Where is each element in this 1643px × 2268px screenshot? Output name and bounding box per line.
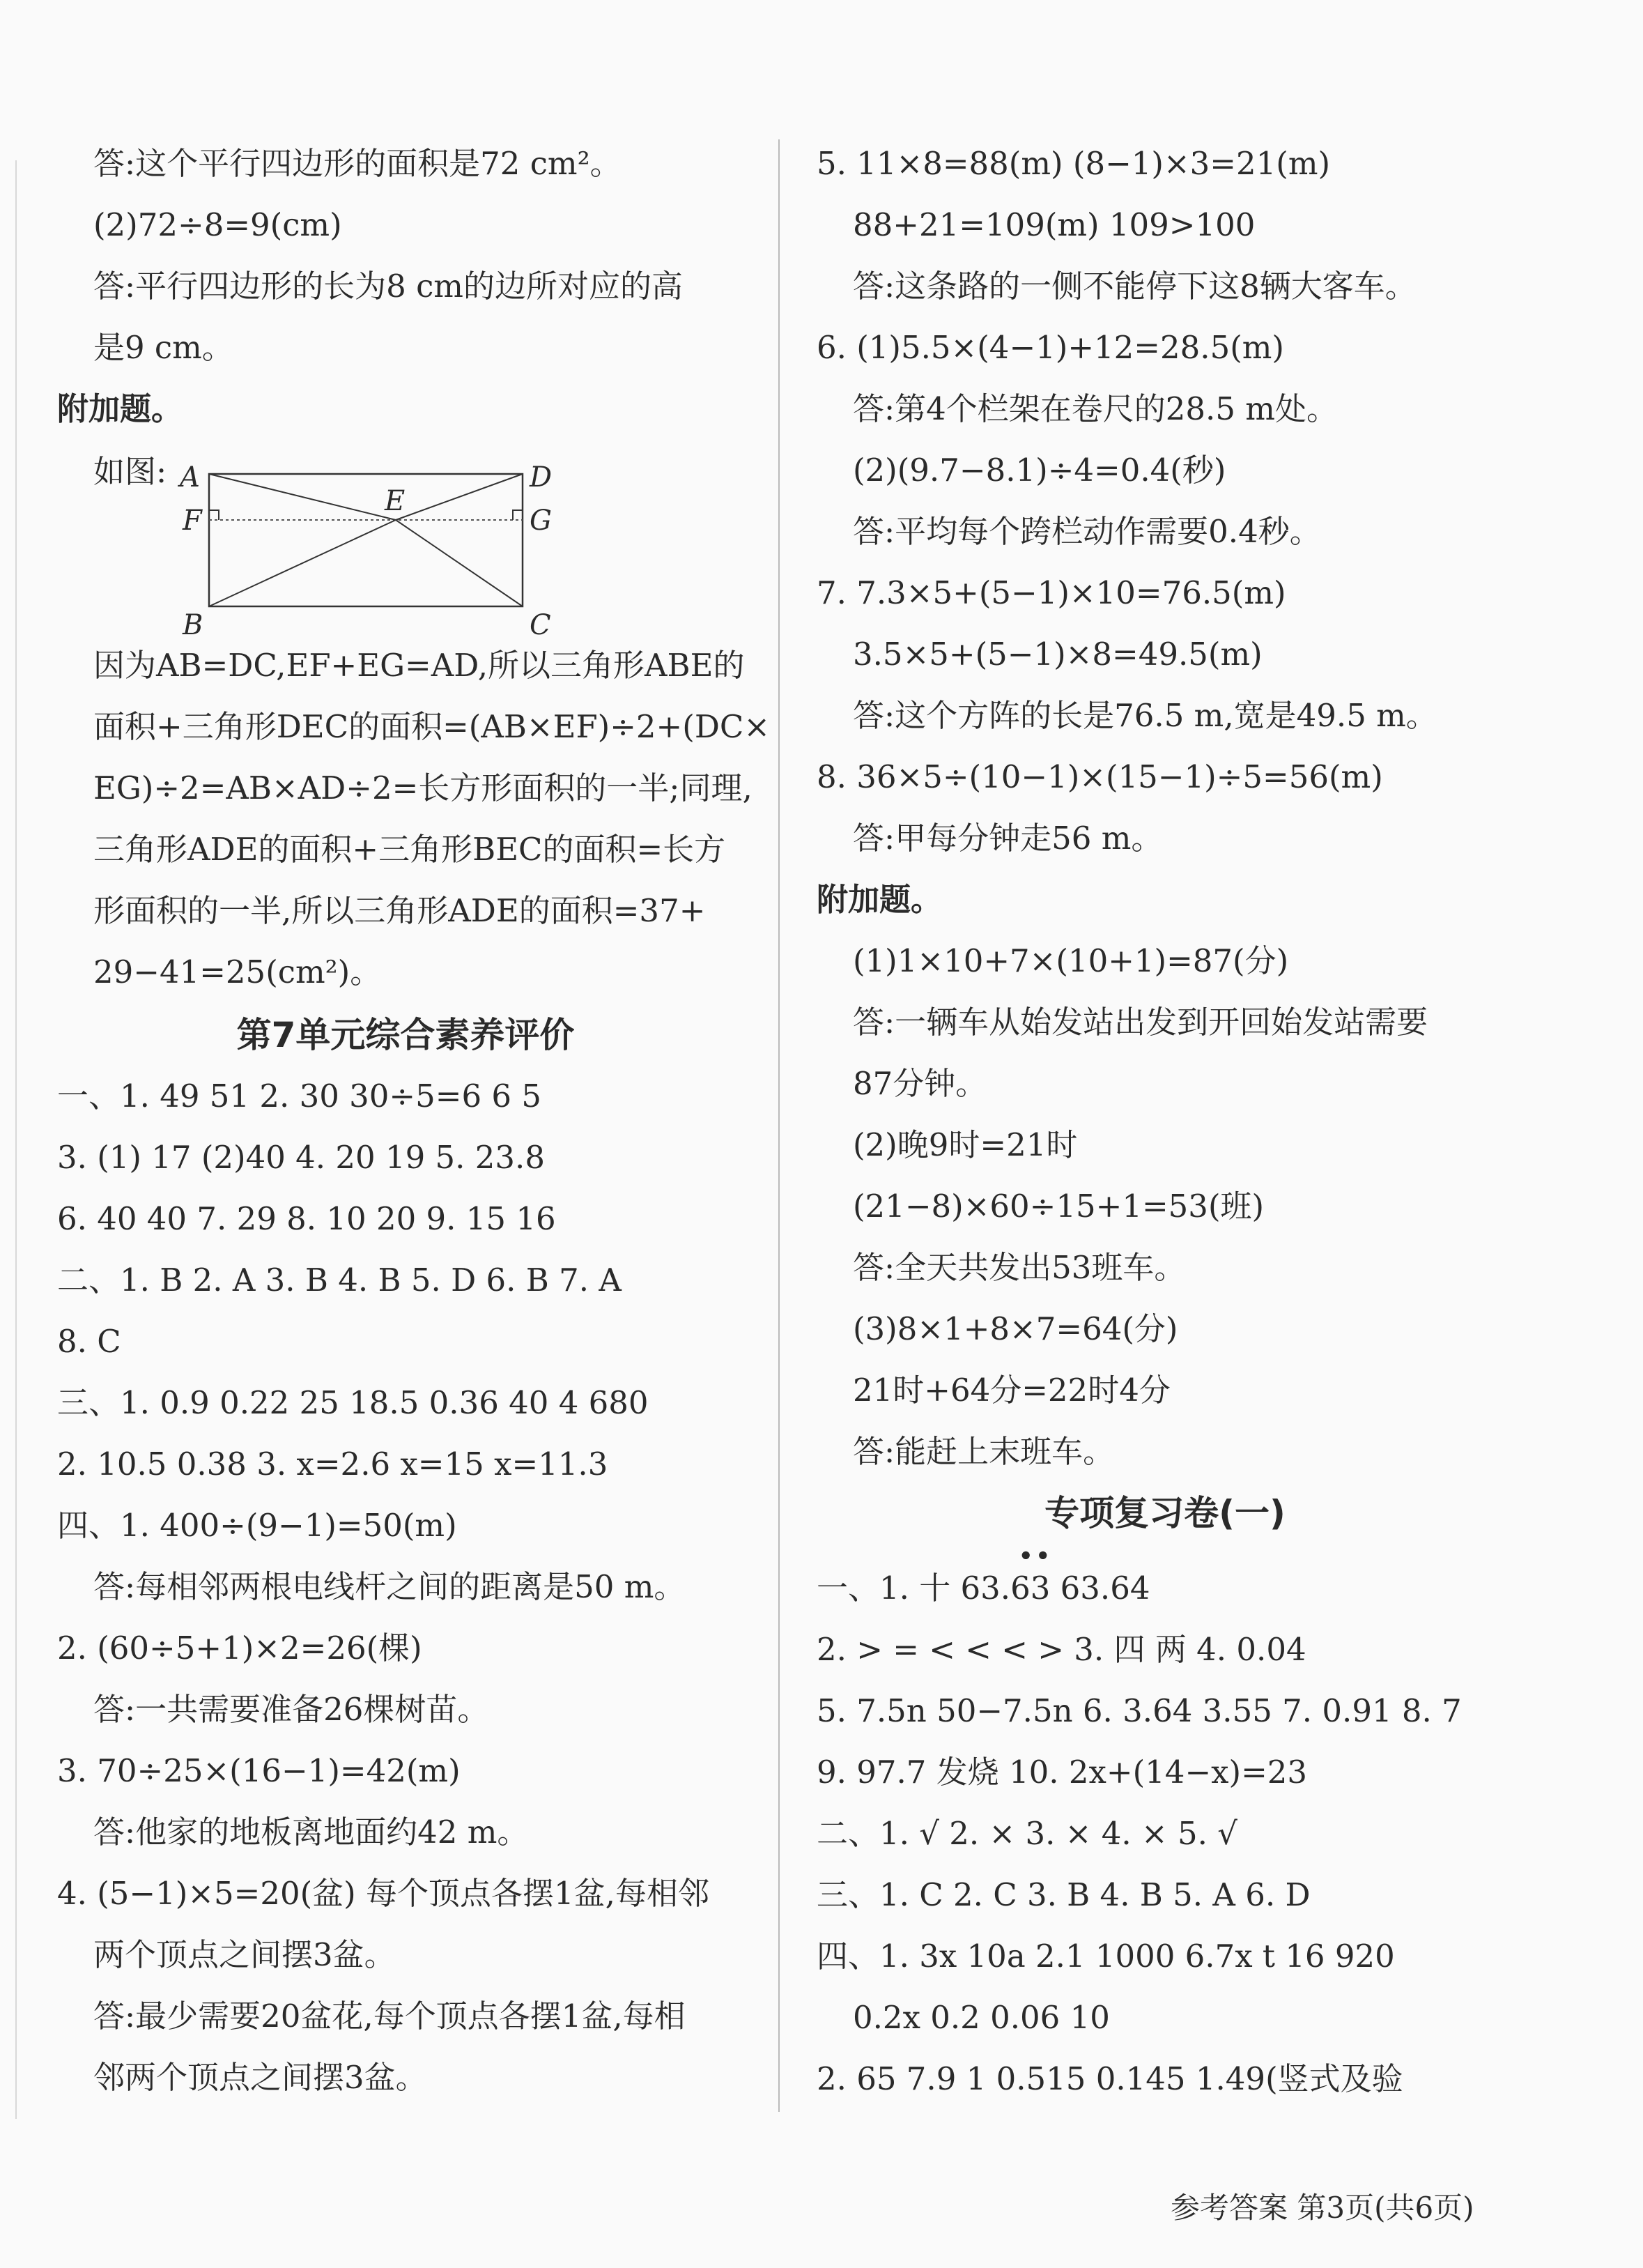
label-f: F — [183, 505, 202, 537]
answer-line: 三、1. 0.9 0.22 25 18.5 0.36 40 4 680 — [57, 1384, 649, 1421]
answer-line: 答:这条路的一侧不能停下这8辆大客车。 — [853, 268, 1417, 305]
answer-line: 一、1. 49 51 2. 30 30÷5=6 6 5 — [57, 1078, 541, 1114]
answer-line: (2)晚9时=21时 — [853, 1126, 1078, 1163]
answer-line: 答:能赶上末班车。 — [853, 1433, 1115, 1470]
answer-line: 3. 70÷25×(16−1)=42(m) — [57, 1752, 461, 1789]
answer-line: (1)1×10+7×(10+1)=87(分) — [853, 942, 1289, 979]
answer-line: 邻两个顶点之间摆3盆。 — [93, 2059, 427, 2096]
answer-line: 87分钟。 — [853, 1065, 987, 1102]
answer-line: 3.5×5+(5−1)×8=49.5(m) — [853, 636, 1263, 673]
answer-line: 面积+三角形DEC的面积=(AB×EF)÷2+(DC× — [93, 708, 771, 745]
answer-line: 形面积的一半,所以三角形ADE的面积=37+ — [93, 892, 706, 929]
answer-line: 二、1. √ 2. × 3. × 4. × 5. √ — [817, 1815, 1237, 1852]
page-margin-line — [15, 160, 17, 2119]
segment-ae — [209, 474, 396, 520]
answer-line: (2)(9.7−8.1)÷4=0.4(秒) — [853, 452, 1226, 489]
answer-line: 因为AB=DC,EF+EG=AD,所以三角形ABE的 — [93, 647, 745, 684]
answer-line: 答:这个方阵的长是76.5 m,宽是49.5 m。 — [853, 697, 1437, 734]
page-footer: 参考答案 第3页(共6页) — [1171, 2191, 1474, 2225]
answer-line: 8. 36×5÷(10−1)×(15−1)÷5=56(m) — [817, 758, 1383, 795]
right-angle-mark-g — [513, 510, 523, 520]
section-heading: 附加题。 — [57, 390, 183, 427]
answer-line: 2. > = < < < > 3. 四 两 4. 0.04 — [817, 1631, 1306, 1668]
emphasis-dots: •• — [1019, 1542, 1053, 1569]
answer-line: 三、1. C 2. C 3. B 4. B 5. A 6. D — [817, 1876, 1311, 1913]
label-e: E — [385, 485, 406, 517]
rectangle-abcd — [209, 474, 523, 606]
answer-line: 8. C — [57, 1323, 121, 1360]
answer-line: 答:平均每个跨栏动作需要0.4秒。 — [853, 513, 1321, 550]
answer-line: 4. (5−1)×5=20(盆) 每个顶点各摆1盆,每相邻 — [57, 1875, 709, 1912]
answer-line: 2. 65 7.9 1 0.515 0.145 1.49(竖式及验 — [817, 2060, 1403, 2097]
answer-line: 三角形ADE的面积+三角形BEC的面积=长方 — [93, 831, 726, 868]
answer-line: EG)÷2=AB×AD÷2=长方形面积的一半;同理, — [93, 769, 753, 806]
answer-line: 9. 97.7 发烧 10. 2x+(14−x)=23 — [817, 1754, 1308, 1791]
answer-line: 四、1. 400÷(9−1)=50(m) — [57, 1507, 457, 1544]
answer-line: 6. (1)5.5×(4−1)+12=28.5(m) — [817, 329, 1284, 366]
answer-line: 答:这个平行四边形的面积是72 cm²。 — [93, 145, 622, 182]
unit-title: 第7单元综合素养评价 — [236, 1015, 575, 1055]
rectangle-figure — [89, 460, 563, 641]
answer-line: 四、1. 3x 10a 2.1 1000 6.7x t 16 920 — [817, 1938, 1395, 1975]
answer-line: 两个顶点之间摆3盆。 — [93, 1936, 396, 1973]
answer-line: 答:最少需要20盆花,每个顶点各摆1盆,每相 — [93, 1998, 686, 2035]
answer-line: 3. (1) 17 (2)40 4. 20 19 5. 23.8 — [57, 1139, 545, 1176]
answer-line: 5. 7.5n 50−7.5n 6. 3.64 3.55 7. 0.91 8. 7 — [817, 1692, 1462, 1729]
answer-line: 是9 cm。 — [93, 329, 233, 366]
answer-line: 6. 40 40 7. 29 8. 10 20 9. 15 16 — [57, 1200, 556, 1237]
segment-ce — [396, 520, 523, 606]
answer-line: 7. 7.3×5+(5−1)×10=76.5(m) — [817, 574, 1286, 611]
review-title: 专项复习卷(一) — [1044, 1493, 1286, 1533]
section-heading: 附加题。 — [817, 881, 943, 918]
answer-line: (21−8)×60÷15+1=53(班) — [853, 1188, 1265, 1225]
label-c: C — [530, 609, 551, 641]
answer-line: (3)8×1+8×7=64(分) — [853, 1310, 1178, 1347]
segment-de — [396, 474, 523, 520]
answer-line: (2)72÷8=9(cm) — [93, 206, 342, 243]
answer-line: 21时+64分=22时4分 — [853, 1372, 1171, 1409]
label-g: G — [530, 505, 552, 537]
column-divider — [778, 139, 780, 2112]
answer-line: 答:一辆车从始发站出发到开回始发站需要 — [853, 1004, 1428, 1041]
answer-line: 答:甲每分钟走56 m。 — [853, 820, 1163, 857]
answer-line: 答:他家的地板离地面约42 m。 — [93, 1814, 529, 1851]
answer-line: 答:每相邻两根电线杆之间的距离是50 m。 — [93, 1568, 686, 1605]
answer-line: 答:一共需要准备26棵树苗。 — [93, 1691, 489, 1728]
answer-line: 答:全天共发出53班车。 — [853, 1249, 1186, 1286]
label-b: B — [183, 609, 203, 641]
answer-line: 二、1. B 2. A 3. B 4. B 5. D 6. B 7. A — [57, 1262, 622, 1298]
figure-prefix: 如图: — [93, 453, 167, 490]
answer-line: 答:平行四边形的长为8 cm的边所对应的高 — [93, 268, 683, 305]
segment-be — [209, 520, 396, 606]
answer-line: 0.2x 0.2 0.06 10 — [853, 1999, 1110, 2036]
answer-line: 答:第4个栏架在卷尺的28.5 m处。 — [853, 390, 1338, 427]
right-angle-mark-f — [209, 510, 219, 520]
label-d: D — [530, 461, 553, 493]
answer-line: 5. 11×8=88(m) (8−1)×3=21(m) — [817, 145, 1331, 182]
answer-line: 2. 10.5 0.38 3. x=2.6 x=15 x=11.3 — [57, 1446, 608, 1482]
label-a: A — [180, 461, 200, 493]
answer-line: 2. (60÷5+1)×2=26(棵) — [57, 1630, 422, 1666]
answer-line: 一、1. 十 63.63 63.64 — [817, 1570, 1150, 1607]
answer-line: 29−41=25(cm²)。 — [93, 953, 382, 990]
answer-line: 88+21=109(m) 109>100 — [853, 206, 1256, 243]
